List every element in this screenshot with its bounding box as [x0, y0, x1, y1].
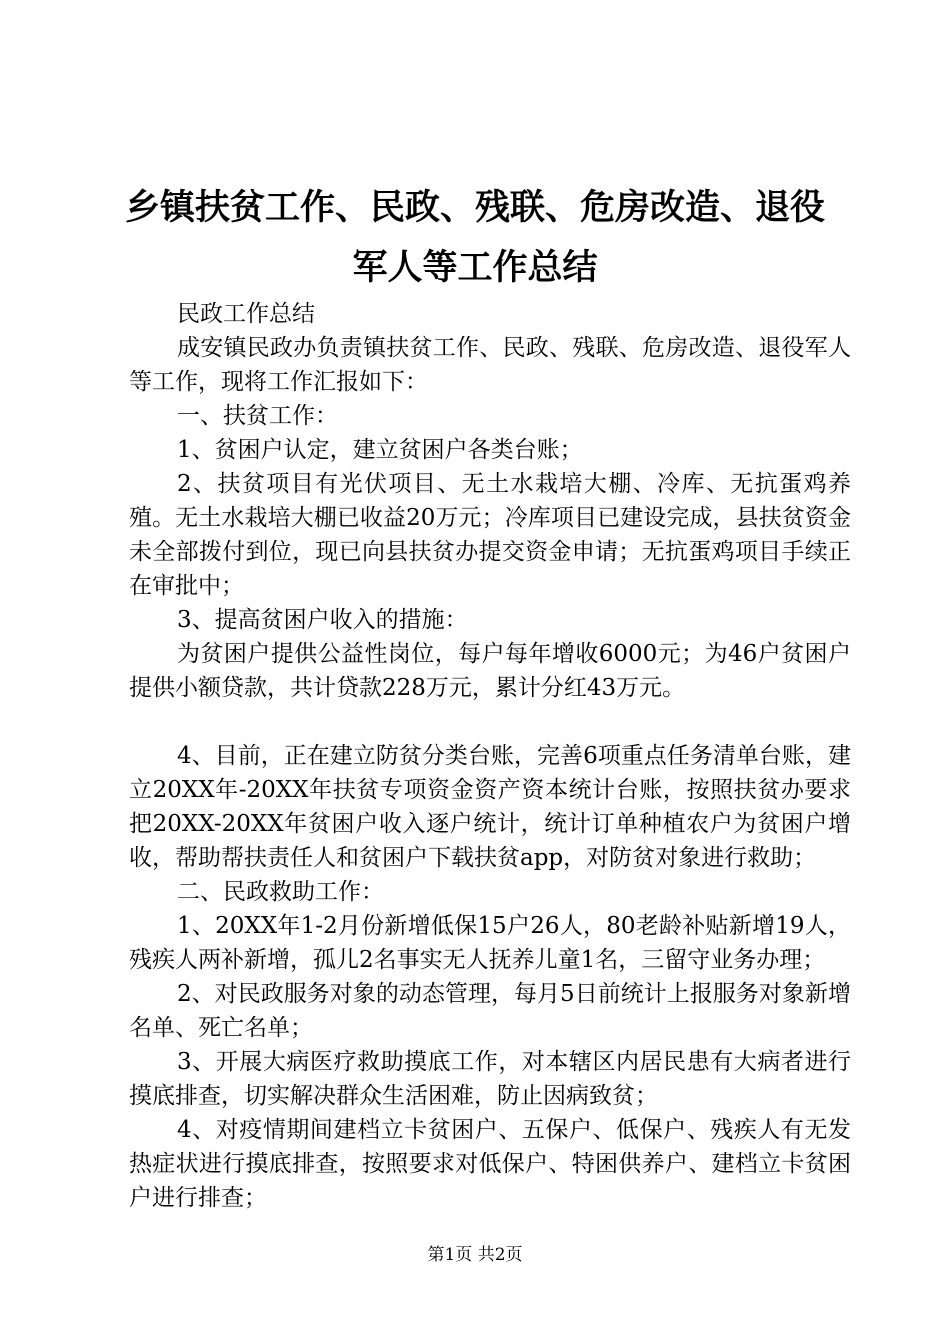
document-title-line-1: 乡镇扶贫工作、民政、残联、危房改造、退役: [124, 187, 825, 228]
section-heading: 一、扶贫工作：: [177, 403, 338, 429]
page-footer: 第1页 共2页: [427, 1245, 523, 1265]
document-body: [129, 297, 851, 1215]
section-heading: 二、民政救助工作：: [177, 879, 384, 905]
list-item: 1、20XX年1-2月份新增低保15户26人，80老龄补贴新增19人，残疾人两补新增，孤儿2名事实无人抚养儿童1名，三留守业务办理；: [129, 913, 851, 973]
intro-paragraph: 成安镇民政办负责镇扶贫工作、民政、残联、危房改造、退役军人等工作，现将工作汇报如下：: [129, 335, 851, 395]
list-item: 1、贫困户认定，建立贫困户各类台账；: [177, 437, 583, 463]
list-item: 3、提高贫困户收入的措施：: [177, 607, 468, 633]
document-title-line-2: 军人等工作总结: [352, 247, 598, 288]
list-item: 4、目前，正在建立防贫分类台账，完善6项重点任务清单台账，建立20XX年-20XX年扶贫专项资金资产资本统计台账，按照扶贫办要求把20XX-20XX年贫困户收入逐户统计，统计订单种植农户为贫困户增收，帮助帮扶责任人和贫困户下载扶贫app，对防贫对象进行救助；: [129, 743, 851, 871]
list-item: 3、开展大病医疗救助摸底工作，对本辖区内居民患有大病者进行摸底排查，切实解决群众生活困难，防止因病致贫；: [129, 1049, 851, 1109]
body-paragraph: 为贫困户提供公益性岗位，每户每年增收6000元；为46户贫困户提供小额贷款，共计贷款228万元，累计分红43万元。: [129, 641, 851, 701]
section-heading: 民政工作总结: [177, 301, 315, 327]
list-item: 4、对疫情期间建档立卡贫困户、五保户、低保户、残疾人有无发热症状进行摸底排查，按照要求对低保户、特困供养户、建档立卡贫困户进行排查；: [129, 1117, 851, 1211]
list-item: 2、扶贫项目有光伏项目、无土水栽培大棚、冷库、无抗蛋鸡养殖。无土水栽培大棚已收益20万元；冷库项目已建设完成，县扶贫资金未全部拨付到位，现已向县扶贫办提交资金申请；无抗蛋鸡项目手续正在审批中；: [129, 471, 851, 599]
list-item: 2、对民政服务对象的动态管理，每月5日前统计上报服务对象新增名单、死亡名单；: [129, 981, 851, 1041]
